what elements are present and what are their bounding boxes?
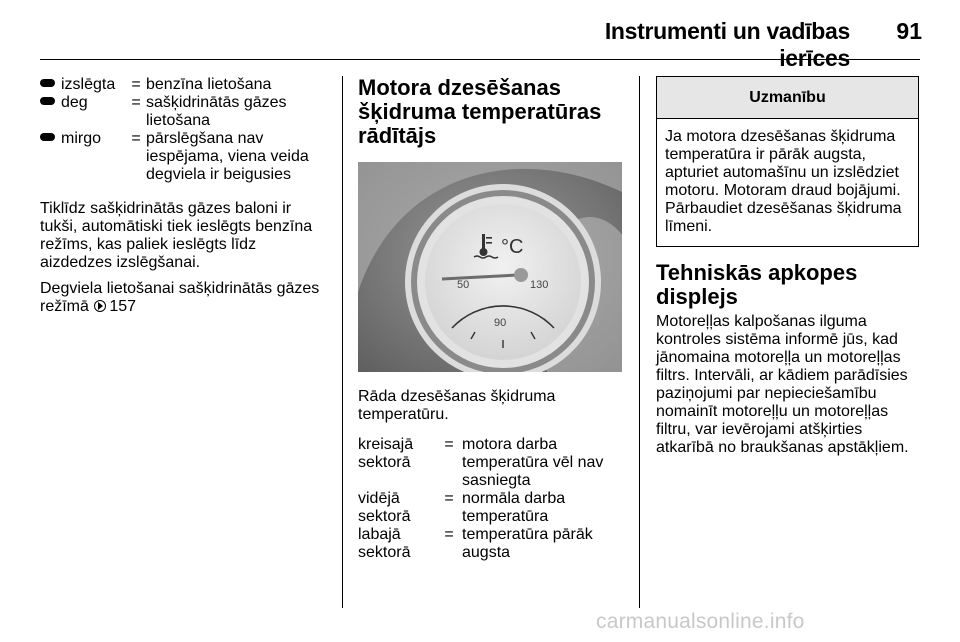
gauge-tick-label: 130 [530, 279, 549, 291]
reference-page-link[interactable]: 157 [109, 298, 137, 315]
gauge-intro-text: Rāda dzesēšanas šķidruma temperatūru. [358, 388, 556, 423]
column-3 [656, 76, 922, 457]
indicator-bar-icon [40, 97, 55, 105]
mode-state: izslēgta [61, 76, 116, 93]
equals-sign: = [131, 76, 141, 93]
reference-text: Degviela lietošanai sašķidrinātās gāzes režīmā [40, 280, 320, 315]
gauge-sector-table [358, 436, 628, 562]
lpg-indicator-modes-table [40, 76, 330, 184]
caution-notice-box [656, 76, 919, 247]
header-rule [40, 59, 920, 60]
section-heading-service-display: Tehniskās apkopes displejs [656, 260, 858, 309]
equals-sign: = [444, 436, 454, 453]
table-row [358, 436, 628, 490]
section-heading-coolant-gauge: Motora dzesēšanas šķidruma temperatūras rādītājs [358, 75, 602, 148]
watermark: carmanualsonline.info [596, 610, 805, 633]
gauge-tick-label: 50 [457, 279, 470, 291]
column-divider-left [342, 76, 343, 608]
equals-sign: = [131, 94, 141, 111]
sector-description: temperatūra pārāk augsta [462, 526, 593, 561]
indicator-bar-icon [40, 133, 55, 141]
mode-description: benzīna lietošana [146, 76, 272, 93]
mode-state: mirgo [61, 130, 102, 147]
equals-sign: = [131, 130, 141, 147]
sector-term: labajā sektorā [358, 526, 411, 561]
table-row [358, 526, 628, 562]
column-1 [40, 76, 330, 316]
sector-description: normāla darba temperatūra [462, 490, 566, 525]
page-number: 91 [896, 18, 922, 44]
indicator-bar-icon [40, 79, 55, 87]
table-row [40, 94, 330, 130]
service-display-text: Motoreļļas kalpošanas ilguma kontroles sistēma informē jūs, kad jānomaina motoreļļa un motoreļļas filtrs. Intervāli, ar kādiem parādīsies paziņojumi par nepieciešamību nomainīt motoreļļu un motoreļļas filtru, var ievērojami atšķirties atkarībā no braukšanas apstākļiem. [656, 313, 909, 456]
column-2 [358, 76, 628, 562]
table-row [40, 130, 330, 184]
equals-sign: = [444, 490, 454, 507]
mode-description: pārslēgšana nav iespējama, viena veida degviela ir beigusies [146, 130, 309, 183]
paragraph-lpg-fuel-reference [40, 280, 330, 316]
caution-notice-title: Uzmanību [657, 77, 918, 119]
caution-notice-body: Ja motora dzesēšanas šķidruma temperatūra ir pārāk augsta, apturiet automašīnu un izslēdziet motoru. Motoram draud bojājumi. Pārbaudiet dzesēšanas šķidruma līmeni. [665, 128, 902, 235]
sector-term: kreisajā sektorā [358, 436, 414, 471]
page-header-title: Instrumenti un vadības ierīces [604, 18, 850, 71]
sector-term: vidējā sektorā [358, 490, 411, 525]
coolant-temperature-gauge-image [358, 162, 622, 372]
mode-description: sašķidrinātās gāzes lietošana [146, 94, 287, 129]
gauge-needle-hub [514, 268, 528, 282]
column-divider-right [639, 76, 640, 608]
sector-description: motora darba temperatūra vēl nav sasniegta [462, 436, 604, 489]
equals-sign: = [444, 526, 454, 543]
gauge-tick-label: 90 [494, 317, 507, 329]
gauge-unit-label: °C [501, 236, 524, 258]
table-row [40, 76, 330, 94]
page-reference-icon [94, 300, 106, 312]
mode-state: deg [61, 94, 88, 111]
table-row [358, 490, 628, 526]
paragraph-lpg-empty: Tiklīdz sašķidrinātās gāzes baloni ir tukši, automātiski tiek ieslēgts benzīna režīms, kas paliek ieslēgts līdz aizdedzes izslēgšanai. [40, 200, 313, 271]
